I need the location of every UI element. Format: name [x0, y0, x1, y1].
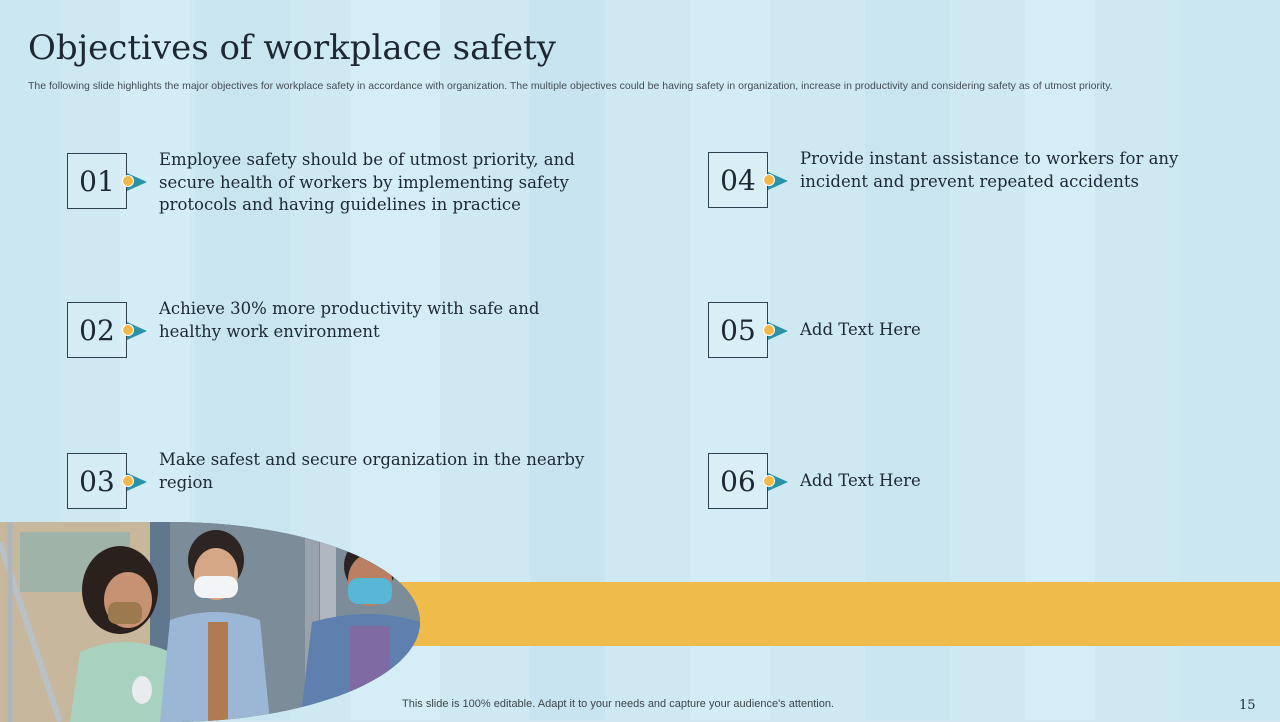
dot-icon: [763, 475, 775, 487]
footer-note: This slide is 100% editable. Adapt it to your needs and capture your audience's attention.: [402, 698, 834, 710]
objective-number: 05: [708, 302, 768, 358]
dot-icon: [763, 324, 775, 336]
objective-text: Add Text Here: [800, 471, 921, 490]
objective-number: 02: [67, 302, 127, 358]
dot-icon: [122, 324, 134, 336]
dot-icon: [763, 174, 775, 186]
dot-icon: [122, 475, 134, 487]
objective-text: Make safest and secure organization in the nearby region: [159, 450, 585, 492]
slide-title: Objectives of workplace safety: [28, 28, 556, 68]
objective-text: Employee safety should be of utmost priority, and secure health of workers by implementing safety protocols and having guidelines in practice: [159, 150, 575, 214]
objective-text: Add Text Here: [800, 320, 921, 339]
objective-text: Provide instant assistance to workers for any incident and prevent repeated accidents: [800, 149, 1179, 191]
objective-number: 06: [708, 453, 768, 509]
objective-number: 03: [67, 453, 127, 509]
dot-icon: [122, 175, 134, 187]
objective-text: Achieve 30% more productivity with safe and healthy work environment: [159, 299, 540, 341]
objective-number: 01: [67, 153, 127, 209]
slide-subtitle: The following slide highlights the major objectives for workplace safety in accordance with organization. The multiple objectives could be having safety in organization, increase in productivity and considering safety as of utmost priority.: [28, 80, 1113, 92]
objective-number: 04: [708, 152, 768, 208]
accent-band: [400, 582, 1280, 646]
page-number: 15: [1239, 698, 1256, 713]
